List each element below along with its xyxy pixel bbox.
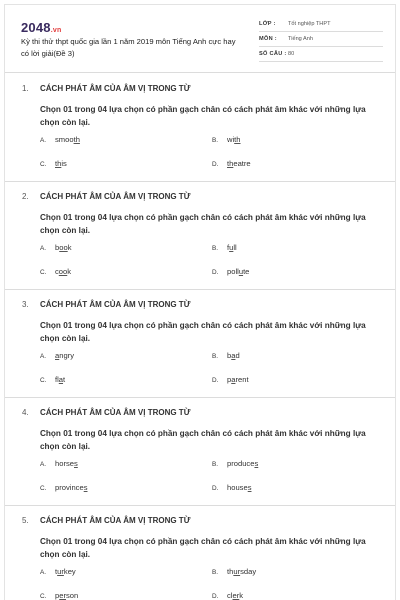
exam-sheet [4,4,396,600]
logo-number: 2048 [21,20,51,35]
option-b[interactable]: B. with [212,135,241,144]
question-4 [5,398,395,506]
question-number: 3. [22,300,29,309]
question-number: 2. [22,192,29,201]
exam-title: Kỳ thi thử thpt quốc gia lần 1 năm 2019 môn Tiếng Anh cực hay có lời giải(Đề 3) [21,37,236,58]
option-a[interactable]: A. turkey [40,567,76,576]
logo-suffix: .vn [50,27,62,34]
meta-count-row [259,49,383,62]
option-a[interactable]: A. book [40,243,72,252]
question-5 [5,506,395,600]
question-number: 5. [22,516,29,525]
question-1 [5,74,395,182]
question-heading: CÁCH PHÁT ÂM CỦA ÂM VỊ TRONG TỪ [40,516,191,525]
question-heading: CÁCH PHÁT ÂM CỦA ÂM VỊ TRONG TỪ [40,408,191,417]
option-d[interactable]: D. houses [212,483,252,492]
question-3 [5,290,395,398]
option-c[interactable]: C. flat [40,375,66,384]
question-heading: CÁCH PHÁT ÂM CỦA ÂM VỊ TRONG TỪ [40,300,191,309]
option-a[interactable]: A. horses [40,459,78,468]
option-d[interactable]: D. parent [212,375,249,384]
option-c[interactable]: C. person [40,591,79,600]
site-logo[interactable] [21,20,61,35]
question-instruction: Chọn 01 trong 04 lựa chọn có phần gạch chân có cách phát âm khác với những lựa chọn còn lại. [40,429,366,451]
question-number: 4. [22,408,29,417]
question-heading: CÁCH PHÁT ÂM CỦA ÂM VỊ TRONG TỪ [40,192,191,201]
question-instruction: Chọn 01 trong 04 lựa chọn có phần gạch chân có cách phát âm khác với những lựa chọn còn lại. [40,105,366,127]
option-d[interactable]: D. theatre [212,159,251,168]
meta-subject-row [259,34,383,47]
option-a[interactable]: A. smooth [40,135,80,144]
meta-count-key: SỐ CÂU : [259,51,287,57]
option-b[interactable]: B. produces [212,459,259,468]
meta-class-key: LỚP : [259,21,276,27]
option-c[interactable]: C. provinces [40,483,88,492]
meta-count-value: 80 [288,51,295,57]
option-b[interactable]: B. bad [212,351,240,360]
meta-subject-key: MÔN : [259,36,277,42]
question-number: 1. [22,84,29,93]
meta-class-row [259,19,383,32]
question-heading: CÁCH PHÁT ÂM CỦA ÂM VỊ TRONG TỪ [40,84,191,93]
option-b[interactable]: B. thursday [212,567,257,576]
option-d[interactable]: D. pollute [212,267,250,276]
option-c[interactable]: C. this [40,159,67,168]
meta-subject-value: Tiếng Anh [288,36,313,42]
option-b[interactable]: B. full [212,243,237,252]
question-instruction: Chọn 01 trong 04 lựa chọn có phần gạch chân có cách phát âm khác với những lựa chọn còn lại. [40,537,366,559]
question-instruction: Chọn 01 trong 04 lựa chọn có phần gạch chân có cách phát âm khác với những lựa chọn còn lại. [40,213,366,235]
option-a[interactable]: A. angry [40,351,75,360]
question-2 [5,182,395,290]
option-d[interactable]: D. clerk [212,591,244,600]
exam-header [5,5,395,73]
meta-class-value: Tốt nghiệp THPT [288,21,331,27]
question-instruction: Chọn 01 trong 04 lựa chọn có phần gạch chân có cách phát âm khác với những lựa chọn còn lại. [40,321,366,343]
option-c[interactable]: C. cook [40,267,72,276]
